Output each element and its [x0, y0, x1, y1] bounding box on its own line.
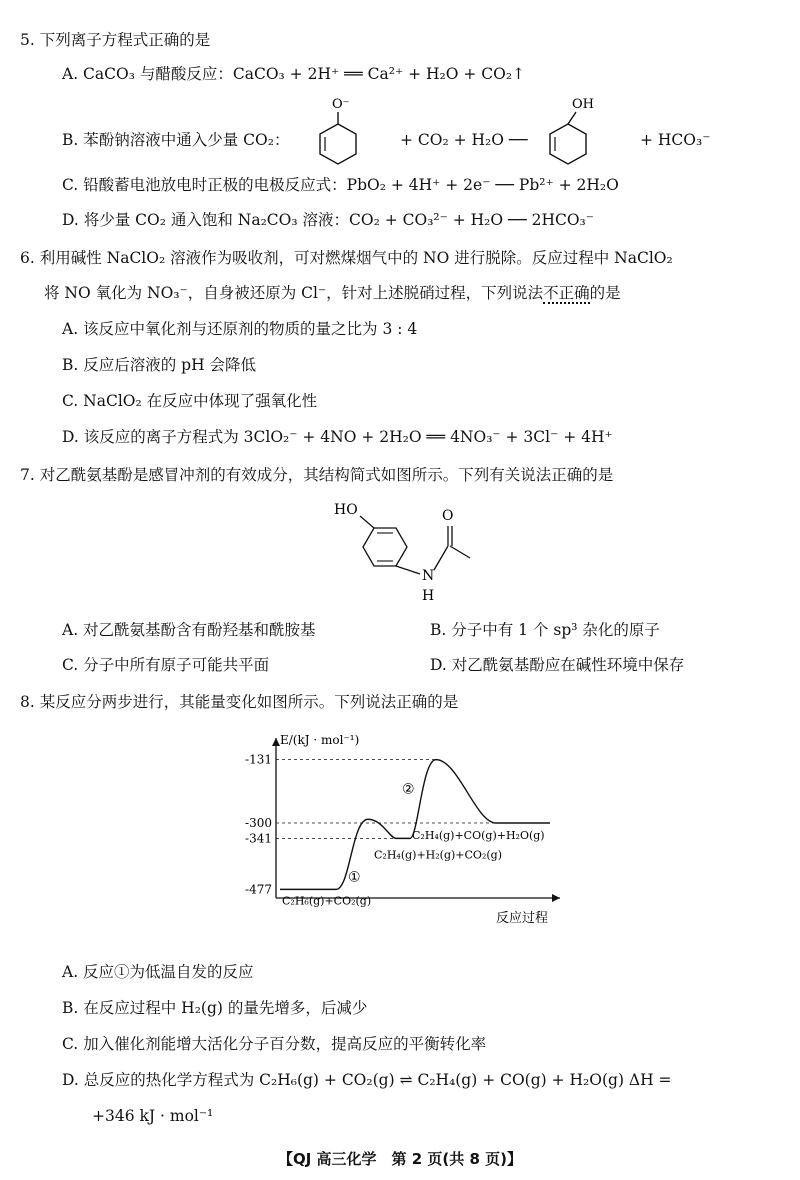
q6-stem-line1: 6. 利用碱性 NaClO₂ 溶液作为吸收剂，可对燃煤烟气中的 NO 进行脱除。反应过程中 NaClO₂ [20, 249, 673, 267]
q6-option-b: B. 反应后溶液的 pH 会降低 [62, 356, 257, 374]
q5-option-b-prefix: B. 苯酚钠溶液中通入少量 CO₂： [62, 131, 290, 149]
level-label-products: C₂H₄(g)+CO(g)+H₂O(g) [412, 829, 545, 842]
paracetamol-h-label: H [422, 588, 435, 604]
q6-stem-line2 [44, 283, 621, 303]
phenoxide-structure [316, 96, 376, 166]
energy-curve [280, 760, 550, 890]
q7-option-d: D. 对乙酰氨基酚应在碱性环境中保存 [430, 656, 685, 674]
q6-option-d: D. 该反应的离子方程式为 3ClO₂⁻ + 4NO + 2H₂O ══ 4NO₃⁻ + 3Cl⁻ + 4H⁺ [62, 428, 613, 446]
y-axis-label: E/(kJ · mol⁻¹) [280, 733, 360, 747]
y-tick-label-1: -300 [245, 816, 272, 830]
q6-option-c: C. NaClO₂ 在反应中体现了强氧化性 [62, 392, 318, 410]
q7-option-c: C. 分子中所有原子可能共平面 [62, 656, 270, 674]
q8-option-d-line2: +346 kJ · mol⁻¹ [92, 1107, 214, 1125]
paracetamol-ho-label: HO [334, 502, 358, 518]
step-label-2: ② [402, 781, 415, 798]
level-label-reactants: C₂H₆(g)+CO₂(g) [282, 894, 372, 908]
x-axis-label: 反应过程 [496, 911, 549, 926]
paracetamol-o-label: O [442, 508, 454, 524]
paracetamol-structure [330, 496, 490, 606]
paracetamol-n-label: N [422, 568, 435, 584]
energy-diagram [230, 728, 580, 938]
y-tick-label-2: -341 [245, 831, 272, 846]
q6-stem-line2-suffix: 的是 [589, 284, 621, 302]
q8-option-c: C. 加入催化剂能增大活化分子百分数，提高反应的平衡转化率 [62, 1035, 487, 1053]
q8-option-d-line1: D. 总反应的热化学方程式为 C₂H₆(g) + CO₂(g) ⇌ C₂H₄(g) + CO(g) + H₂O(g) ΔH = [62, 1071, 672, 1089]
step-label-1: ① [348, 869, 361, 886]
y-tick-label-0: -131 [245, 752, 272, 767]
q7-option-a: A. 对乙酰氨基酚含有酚羟基和酰胺基 [62, 621, 316, 639]
q5-option-d: D. 将少量 CO₂ 通入饱和 Na₂CO₃ 溶液：CO₂ + CO₃²⁻ + H₂O ── 2HCO₃⁻ [62, 211, 594, 229]
q8-stem: 8. 某反应分两步进行，其能量变化如图所示。下列说法正确的是 [20, 693, 459, 711]
level-label-intermediate: C₂H₄(g)+H₂(g)+CO₂(g) [374, 848, 502, 862]
q7-option-b: B. 分子中有 1 个 sp³ 杂化的原子 [430, 621, 660, 639]
q5-option-c: C. 铅酸蓄电池放电时正极的电极反应式：PbO₂ + 4H⁺ + 2e⁻ ── Pb²⁺ + 2H₂O [62, 176, 619, 194]
x-axis-arrow [552, 894, 560, 902]
y-axis-arrow [272, 738, 280, 746]
q5-stem: 5. 下列离子方程式正确的是 [20, 31, 211, 49]
phenoxide-o-label: O⁻ [332, 97, 350, 112]
q5-option-a: A. CaCO₃ 与醋酸反应：CaCO₃ + 2H⁺ ══ Ca²⁺ + H₂O + CO₂↑ [62, 65, 526, 83]
page-footer: 【QJ 高三化学 第 2 页(共 8 页)】 [277, 1150, 523, 1168]
phenol-structure [546, 96, 616, 166]
q7-stem: 7. 对乙酰氨基酚是感冒冲剂的有效成分，其结构简式如图所示。下列有关说法正确的是 [20, 466, 614, 484]
q5-option-b-suffix: + HCO₃⁻ [640, 131, 711, 149]
y-tick-label-3: -477 [245, 882, 272, 897]
q6-emphasis: 不正确 [543, 284, 590, 302]
q8-option-a: A. 反应①为低温自发的反应 [62, 963, 254, 981]
q5-option-b-middle: + CO₂ + H₂O ── [400, 131, 528, 149]
phenol-oh-label: OH [572, 97, 594, 112]
q6-stem-line2-prefix: 将 NO 氧化为 NO₃⁻，自身被还原为 Cl⁻，针对上述脱硝过程，下列说法 [44, 284, 544, 302]
q6-option-a: A. 该反应中氧化剂与还原剂的物质的量之比为 3 : 4 [62, 320, 418, 338]
q8-option-b: B. 在反应过程中 H₂(g) 的量先增多，后减少 [62, 999, 368, 1017]
